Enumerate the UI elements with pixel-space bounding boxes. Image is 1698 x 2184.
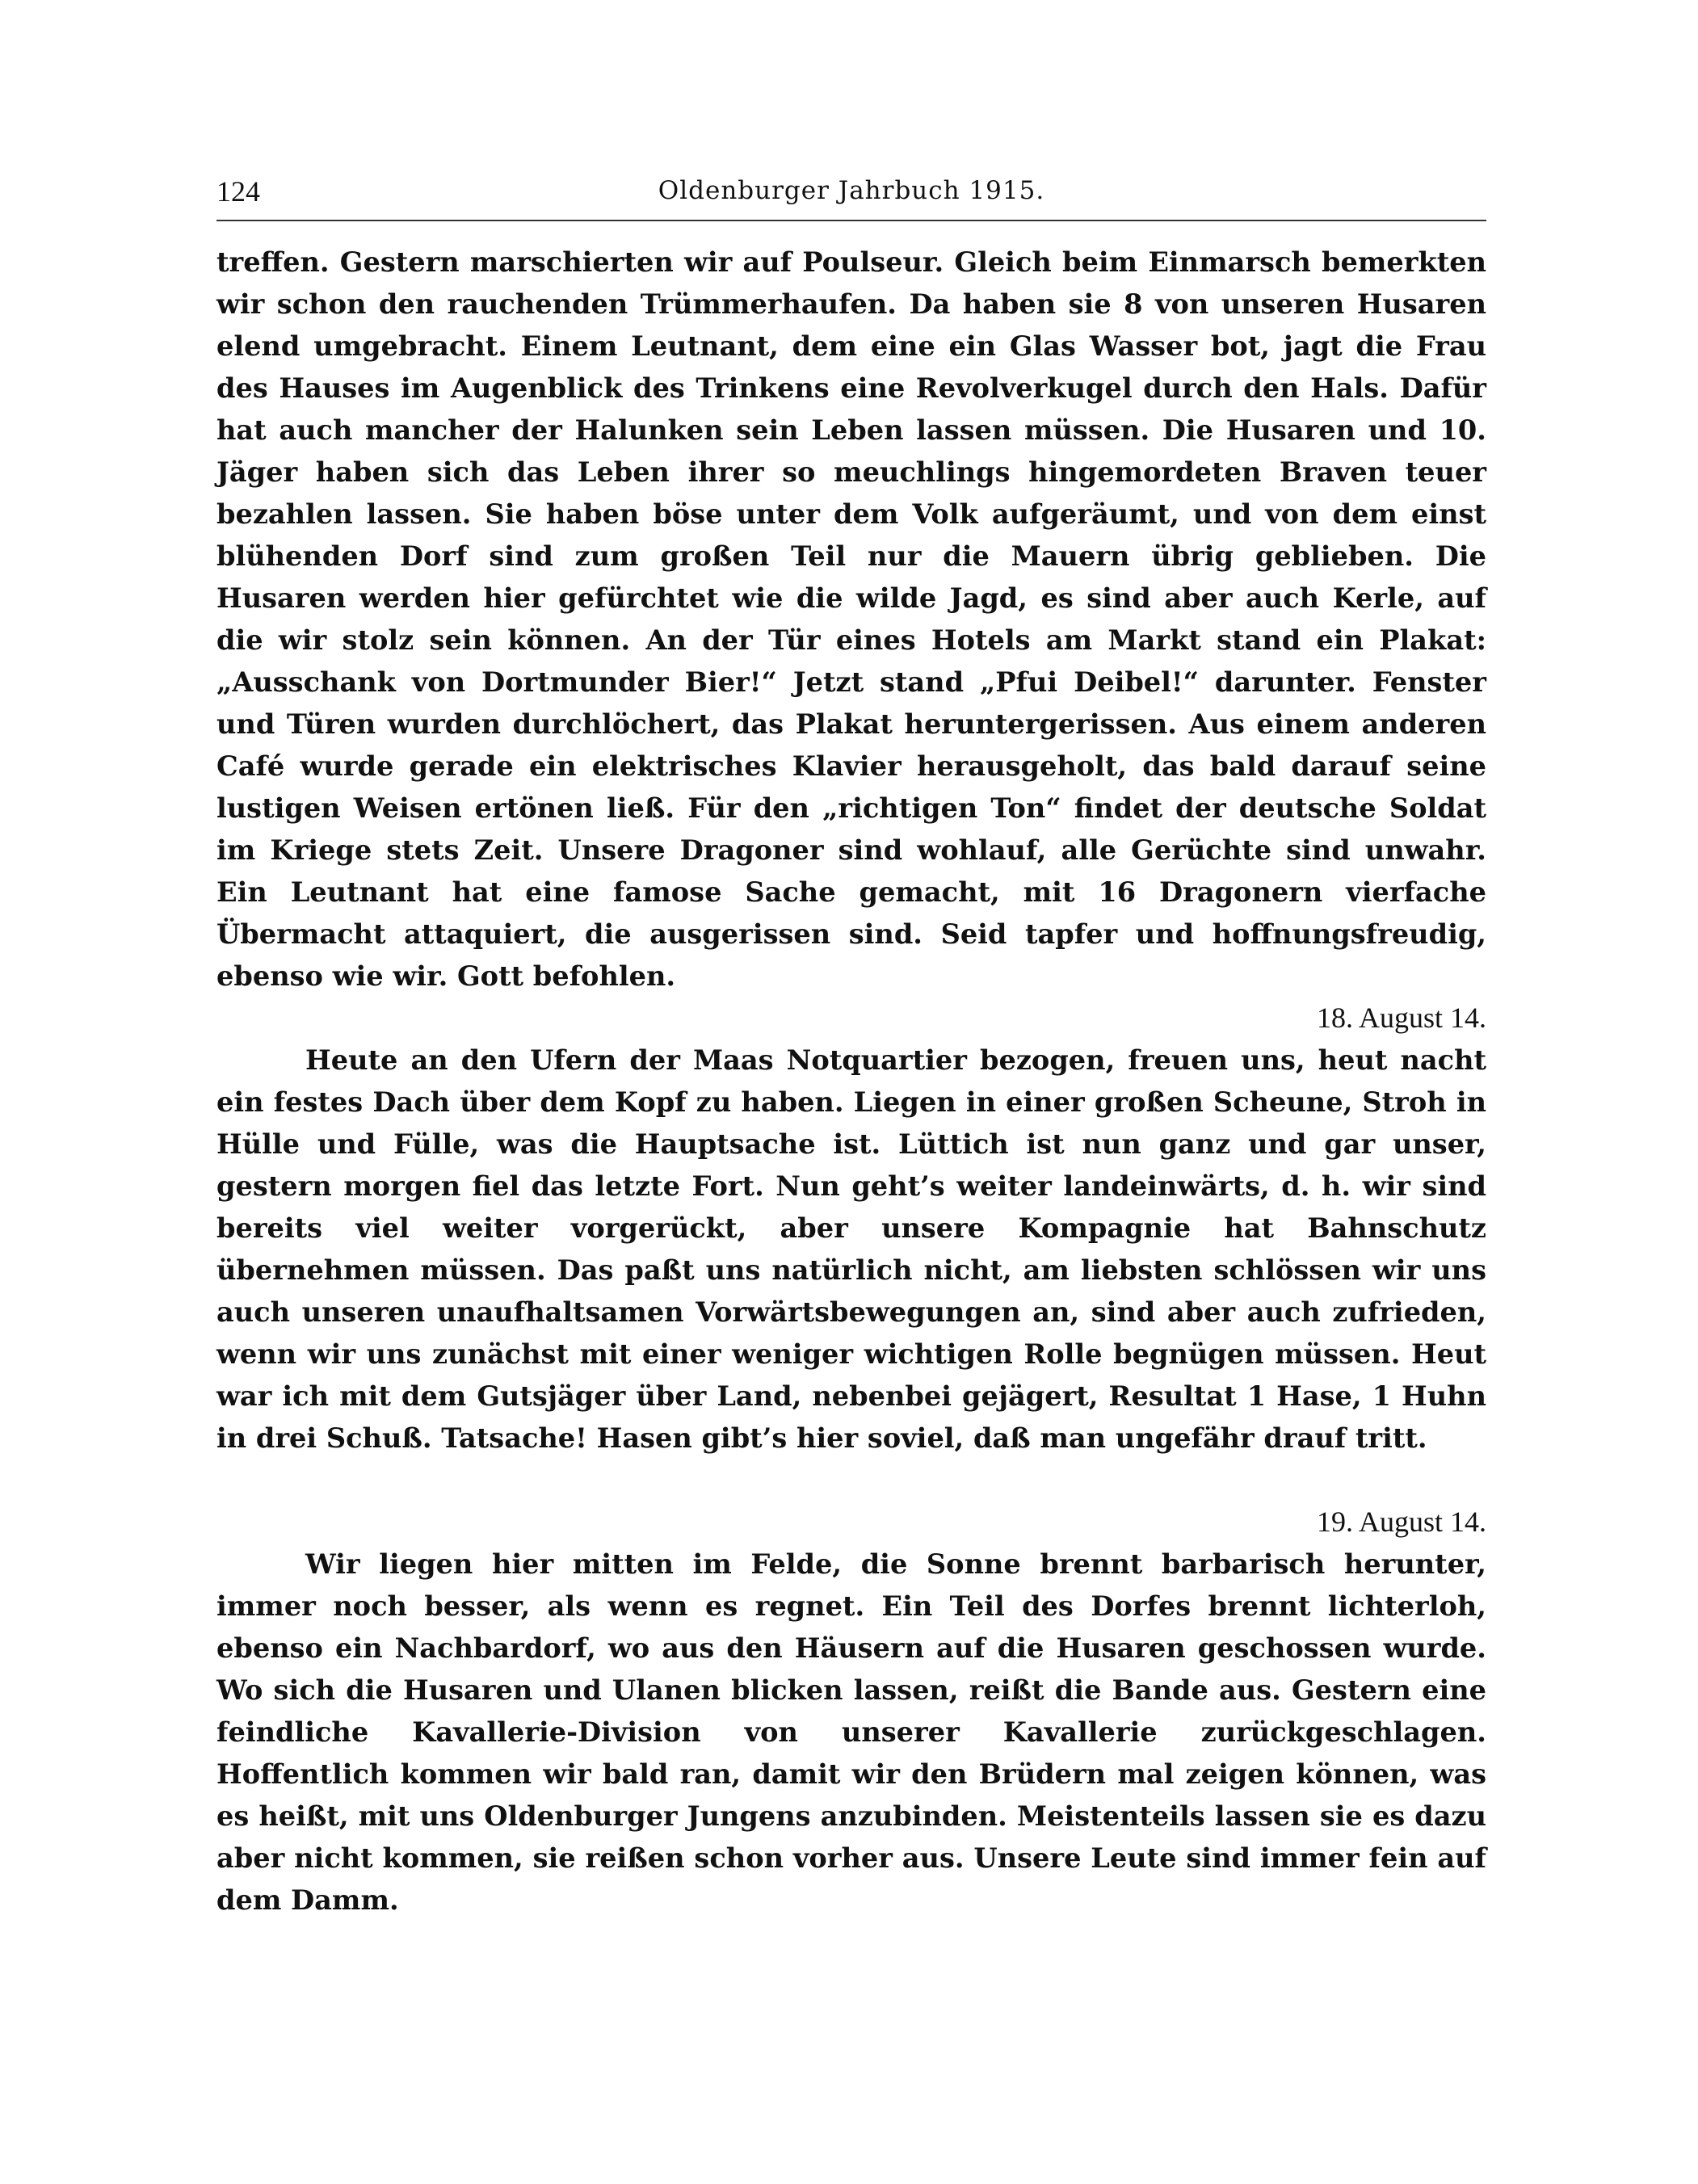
entry-date-2: 19. August 14. xyxy=(1316,1506,1486,1538)
page-header xyxy=(216,170,1486,218)
body-text xyxy=(216,241,1486,1921)
header-rule xyxy=(216,220,1486,221)
page xyxy=(216,170,1486,1916)
paragraph-1: treffen. Gestern marschierten wir auf Poulseur. Gleich beim Einmarsch bemerkten wir schon den rauchenden Trümmerhaufen. Da haben sie 8 von unseren Husaren elend umgebracht. Einem Leutnant, dem eine ein Glas Wasser bot, jagt die Frau des Hauses im Augenblick des Trinkens eine Revolverkugel durch den Hals. Dafür hat auch mancher der Halunken sein Leben lassen müssen. Die Husaren und 10. Jäger haben sich das Leben ihrer so meuchlings hingemordeten Braven teuer bezahlen lassen. Sie haben böse unter dem Volk aufgeräumt, und von dem einst blühenden Dorf sind zum großen Teil nur die Mauern übrig geblieben. Die Husaren werden hier gefürchtet wie die wilde Jagd, es sind aber auch Kerle, auf die wir stolz sein können. An der Tür eines Hotels am Markt stand ein Plakat: „Ausschank von Dortmunder Bier!“ Jetzt stand „Pfui Deibel!“ darunter. Fenster und Türen wurden durchlöchert, das Plakat heruntergerissen. Aus einem anderen Café wurde gerade ein elektrisches Klavier herausgeholt, das bald darauf seine lustigen Weisen ertönen ließ. Für den „richtigen Ton“ findet der deutsche Soldat im Kriege stets Zeit. Unsere Dragoner sind wohlauf, alle Gerüchte sind unwahr. Ein Leutnant hat eine famose Sache gemacht, mit 16 Dragonern vierfache Übermacht attaquiert, die ausgerissen sind. Seid tapfer und hoffnungsfreudig, ebenso wie wir. Gott befohlen. xyxy=(216,246,1486,992)
paragraph-3: Wir liegen hier mitten im Felde, die Sonne brennt barbarisch herunter, immer noch besser, als wenn es regnet. Ein Teil des Dorfes brennt lichterloh, ebenso ein Nachbardorf, wo aus den Häusern auf die Husaren geschossen wurde. Wo sich die Husaren und Ulanen blicken lassen, reißt die Bande aus. Gestern eine feindliche Kavallerie-Division von unserer Kavallerie zurückgeschlagen. Hoffentlich kommen wir bald ran, damit wir den Brüdern mal zeigen können, was es heißt, mit uns Oldenburger Jungens anzubinden. Meistenteils lassen sie es dazu aber nicht kommen, sie reißen schon vorher aus. Unsere Leute sind immer fein auf dem Damm. xyxy=(216,1548,1486,1916)
entry-date-1: 18. August 14. xyxy=(1316,1002,1486,1034)
paragraph-2: Heute an den Ufern der Maas Notquartier bezogen, freuen uns, heut nacht ein festes Dach über dem Kopf zu haben. Liegen in einer großen Scheune, Stroh in Hülle und Fülle, was die Hauptsache ist. Lüttich ist nun ganz und gar unser, gestern morgen fiel das letzte Fort. Nun geht’s weiter landeinwärts, d. h. wir sind bereits viel weiter vorgerückt, aber unsere Kompagnie hat Bahnschutz übernehmen müssen. Das paßt uns natürlich nicht, am liebsten schlössen wir uns auch unseren unaufhaltsamen Vorwärtsbewegungen an, sind aber auch zufrieden, wenn wir uns zunächst mit einer weniger wichtigen Rolle begnügen müssen. Heut war ich mit dem Gutsjäger über Land, nebenbei gejägert, Resultat 1 Hase, 1 Huhn in drei Schuß. Tatsache! Hasen gibt’s hier soviel, daß man ungefähr drauf tritt. xyxy=(216,1044,1486,1454)
page-number: 124 xyxy=(216,175,260,208)
running-title: Oldenburger Jahrbuch 1915. xyxy=(658,176,1045,205)
